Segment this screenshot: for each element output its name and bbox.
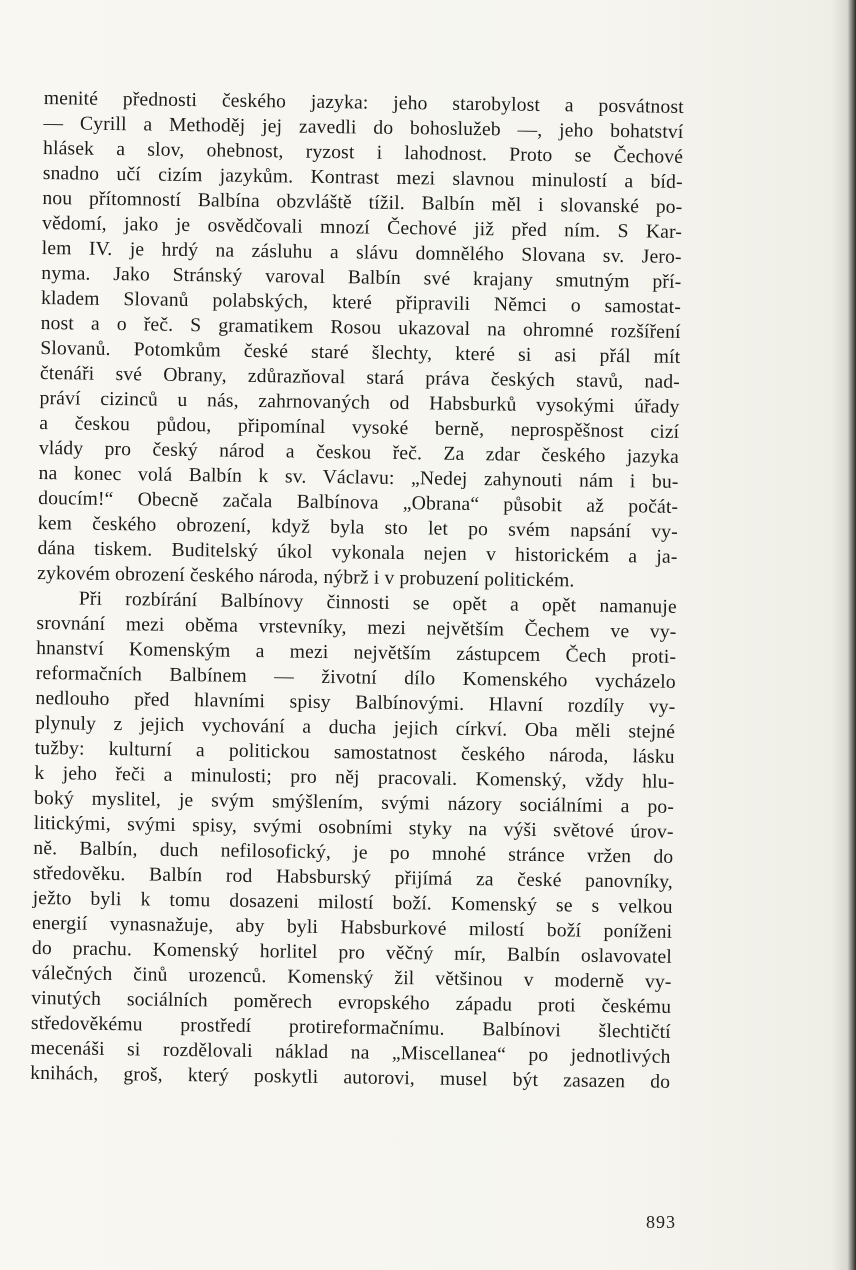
text-line: zykovém obrození českého národa, nýbrž i v probuzení politickém. — [37, 562, 575, 592]
text-line: hlásek a slov, ohebnost, ryzost i lahodnost. Proto se Čechové — [42, 137, 684, 168]
text-line: energií vynasnažuje, aby byli Habsburkové milostí boží poníženi — [32, 912, 673, 943]
text-line: a českou půdou, připomínal vysoké berně, neprospěšnost cizí — [39, 412, 680, 443]
text-line: dána tiskem. Buditelský úkol vykonala nejen v historickém a ja- — [37, 537, 678, 568]
text-line: boký myslitel, je svým smýšlením, svými názory sociálními a po- — [33, 787, 675, 818]
text-line: středověkému prostředí protireformačnímu. Balbínovi šlechtičtí — [30, 1012, 671, 1043]
text-line: k jeho řeči a minulosti; pro něj pracovali. Komenský, vždy hlu- — [34, 762, 675, 793]
text-line: plynuly z jejich vychování a ducha jejich církví. Oba měli stejné — [34, 712, 676, 743]
body-text — [30, 86, 684, 1095]
text-line: středověku. Balbín rod Habsburský přijímá za české panovníky, — [32, 862, 674, 893]
text-line: Při rozbírání Balbínovy činnosti se opět a opět namanuje — [78, 588, 677, 618]
text-line: nyma. Jako Stránský varoval Balbín své krajany smutným pří- — [41, 262, 682, 293]
text-line: nost a o řeč. S gramatikem Rosou ukazoval na ohromné rozšíření — [40, 312, 681, 343]
text-line: litickými, svými spisy, svými osobními styky na výši světové úrov- — [33, 812, 674, 843]
text-line: snadno učí cizím jazykům. Kontrast mezi slavnou minulostí a bíd- — [42, 162, 683, 193]
text-line: reformačních Balbínem — životní dílo Komenského vycházelo — [35, 662, 676, 693]
text-line: na konec volá Balbín k sv. Václavu: „Nedej zahynouti nám i bu- — [38, 462, 679, 493]
text-line: válečných činů urozenců. Komenský žil většinou v moderně vy- — [31, 962, 672, 993]
text-line: vlády pro český národ a českou řeč. Za zdar českého jazyka — [38, 437, 680, 468]
text-line: knihách, groš, který poskytli autorovi, musel být zasazen do — [30, 1062, 671, 1093]
text-line: čtenáři své Obrany, zdůrazňoval stará práva českých stavů, nad- — [39, 362, 681, 393]
text-line: vinutých sociálních poměrech evropského západu proti českému — [31, 987, 672, 1018]
text-line: nedlouho před hlavními spisy Balbínovými. Hlavní rozdíly vy- — [35, 687, 676, 718]
text-line: ježto byli k tomu dosazeni milostí boží. Komenský se s velkou — [32, 887, 673, 918]
text-line: do prachu. Komenský horlitel pro věčný mír, Balbín oslavovatel — [31, 937, 673, 968]
text-line: lem IV. je hrdý na zásluhu a slávu domnělého Slovana sv. Jero- — [41, 237, 682, 268]
text-line: — Cyrill a Methoděj jej zavedli do bohoslužeb —, jeho bohatství — [43, 112, 684, 143]
text-line: kladem Slovanů polabských, které připravili Němci o samostat- — [40, 287, 682, 318]
text-line: srovnání mezi oběma vrstevníky, mezi největším Čechem ve vy- — [36, 612, 677, 643]
page-number: 893 — [646, 1212, 676, 1232]
text-line: nou přítomností Balbína obzvláště tížil. Balbín měl i slovanské po- — [42, 187, 683, 218]
text-line: Slovanů. Potomkům české staré šlechty, které si asi přál mít — [40, 337, 681, 368]
text-line: tužby: kulturní a politickou samostatnost českého národa, lásku — [34, 737, 675, 768]
text-line: práví cizinců u nás, zahrnovaných od Habsburků vysokými úřady — [39, 387, 680, 418]
text-line: ně. Balbín, duch nefilosofický, je po mnohé stránce vržen do — [33, 837, 674, 868]
text-line: vědomí, jako je osvědčovali mnozí Čechové již před ním. S Kar- — [41, 212, 683, 243]
text-line: menité přednosti českého jazyka: jeho starobylost a posvátnost — [43, 87, 684, 118]
text-line: kem českého obrození, když byla sto let po svém napsání vy- — [37, 512, 678, 543]
text-line: doucím!“ Obecně začala Balbínova „Obrana“ působit až počát- — [38, 487, 679, 518]
text-line: hnanství Komenským a mezi největším zástupcem Čech proti- — [35, 637, 677, 668]
text-line: mecenáši si rozdělovali náklad na „Miscellanea“ po jednotlivých — [30, 1037, 671, 1068]
